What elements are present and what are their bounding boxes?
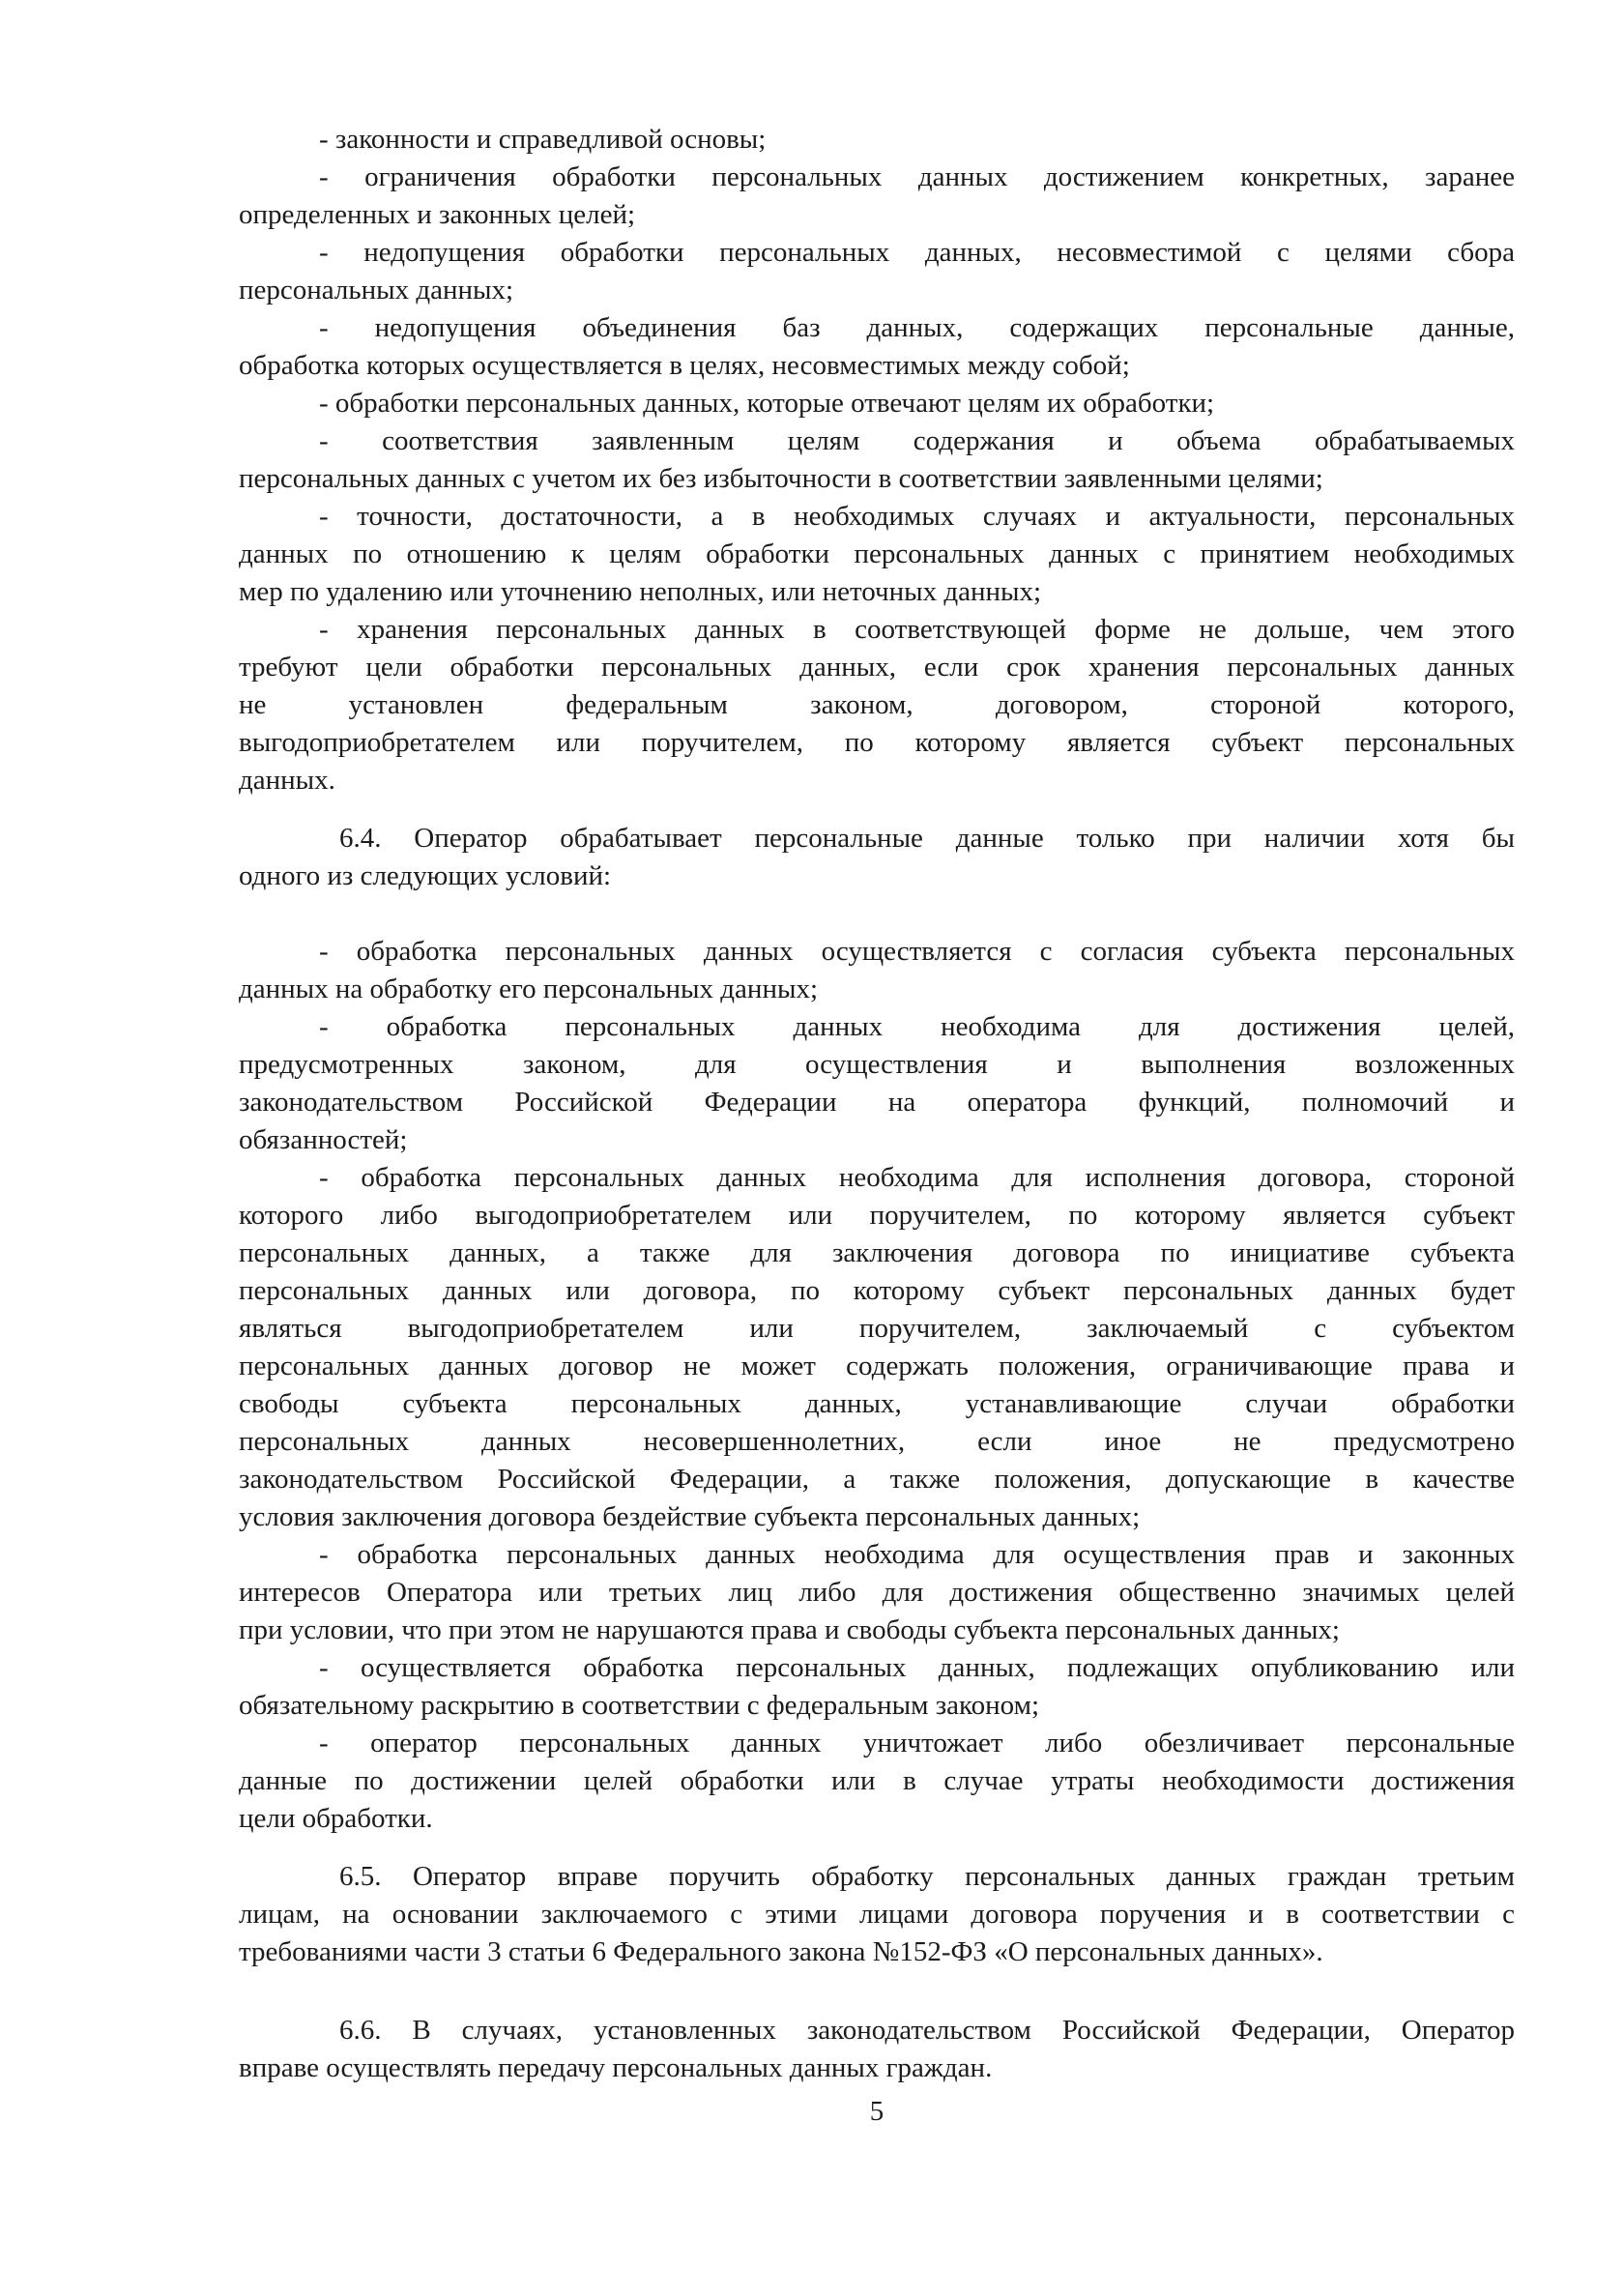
text-line: - обработка персональных данных необходима для осуществления прав и законных (319, 1539, 1515, 1570)
text-line: - законности и справедливой основы; (319, 124, 767, 155)
text-line: требуют цели обработки персональных данных, если срок хранения персональных данных (239, 652, 1515, 683)
text-line: - недопущения обработки персональных данных, несовместимой с целями сбора (319, 237, 1515, 268)
text-line: персональных данных с учетом их без избыточности в соответствии заявленными целями; (239, 463, 1323, 494)
text-line: при условии, что при этом не нарушаются права и свободы субъекта персональных данных; (239, 1614, 1340, 1645)
list-item (239, 1649, 1515, 1725)
document-page (239, 121, 1515, 2131)
text-line: персональных данных несовершеннолетних, если иное не предусмотрено (239, 1426, 1515, 1457)
text-line: мер по удалению или уточнению неполных, или неточных данных; (239, 576, 1042, 607)
text-line: - ограничения обработки персональных данных достижением конкретных, заранее (319, 161, 1515, 192)
list-item (239, 234, 1515, 309)
text-line: законодательством Российской Федерации, а также положения, допускающие в качестве (239, 1464, 1515, 1495)
text-line: персональных данных; (239, 275, 514, 305)
text-line: данные по достижении целей обработки или в случае утраты необходимости достижения (239, 1765, 1515, 1796)
list-item (239, 121, 1515, 159)
document-body (239, 121, 1515, 2087)
text-line: - недопущения объединения баз данных, содержащих персональные данные, (319, 312, 1515, 343)
text-line: не установлен федеральным законом, договором, стороной которого, (239, 689, 1515, 720)
text-line: обработка которых осуществляется в целях, несовместимых между собой; (239, 350, 1130, 381)
text-line: являться выгодоприобретателем или поручителем, заключаемый с субъектом (239, 1313, 1515, 1344)
text-line: - оператор персональных данных уничтожает либо обезличивает персональные (319, 1728, 1515, 1758)
text-line: обязанностей; (239, 1124, 408, 1155)
text-line: обязательному раскрытию в соответствии с федеральным законом; (239, 1690, 1040, 1721)
list-item (239, 159, 1515, 234)
text-line: одного из следующих условий: (239, 860, 612, 891)
text-line: которого либо выгодоприобретателем или поручителем, по которому является субъект (239, 1200, 1515, 1231)
text-line: лицам, на основании заключаемого с этими лицами договора поручения и в соответствии с (239, 1899, 1515, 1930)
list-item (239, 1536, 1515, 1649)
text-line: определенных и законных целей; (239, 199, 636, 230)
text-line: интересов Оператора или третьих лиц либо для достижения общественно значимых целей (239, 1577, 1515, 1608)
text-line: данных. (239, 765, 335, 796)
text-line: - соответствия заявленным целям содержания и объема обрабатываемых (319, 425, 1515, 456)
text-line: 6.6. В случаях, установленных законодательством Российской Федерации, Оператор (339, 2015, 1515, 2046)
text-line: персональных данных договор не может содержать положения, ограничивающие права и (239, 1351, 1515, 1381)
text-line: требованиями части 3 статьи 6 Федерального закона №152-ФЗ «О персональных данных». (239, 1936, 1323, 1967)
list-item (239, 309, 1515, 385)
text-line: 6.4. Оператор обрабатывает персональные данные только при наличии хотя бы (339, 823, 1515, 854)
text-line: данных на обработку его персональных данных; (239, 974, 819, 1004)
text-line: - хранения персональных данных в соответствующей форме не дольше, чем этого (319, 614, 1515, 645)
text-line: свободы субъекта персональных данных, устанавливающие случаи обработки (239, 1388, 1515, 1419)
text-line: - осуществляется обработка персональных данных, подлежащих опубликованию или (319, 1652, 1515, 1683)
text-line: 6.5. Оператор вправе поручить обработку персональных данных граждан третьим (339, 1861, 1515, 1892)
text-line: вправе осуществлять передачу персональных данных граждан. (239, 2052, 993, 2083)
text-line: условия заключения договора бездействие субъекта персональных данных; (239, 1501, 1141, 1532)
text-line: - обработка персональных данных необходима для достижения целей, (319, 1011, 1515, 1042)
list-item (239, 1725, 1515, 1838)
text-line: цели обработки. (239, 1803, 433, 1834)
text-line: предусмотренных законом, для осуществления и выполнения возложенных (239, 1049, 1515, 1080)
text-line: - обработка персональных данных осуществляется с согласия субъекта персональных (319, 936, 1515, 967)
text-line: выгодоприобретателем или поручителем, по которому является субъект персональных (239, 727, 1515, 758)
numbered-paragraph (239, 1858, 1515, 1971)
text-line: - обработка персональных данных необходима для исполнения договора, стороной (319, 1162, 1515, 1193)
numbered-paragraph (239, 2012, 1515, 2087)
numbered-paragraph (239, 820, 1515, 895)
list-item (239, 498, 1515, 611)
list-item (239, 1008, 1515, 1159)
list-item (239, 385, 1515, 422)
list-item (239, 611, 1515, 799)
text-line: законодательством Российской Федерации на оператора функций, полномочий и (239, 1087, 1515, 1118)
page-number: 5 (869, 2096, 884, 2127)
list-item (239, 422, 1515, 498)
text-line: - точности, достаточности, а в необходимых случаях и актуальности, персональных (319, 501, 1515, 532)
list-item (239, 1159, 1515, 1536)
text-line: персональных данных, а также для заключения договора по инициативе субъекта (239, 1237, 1515, 1268)
text-line: данных по отношению к целям обработки персональных данных с принятием необходимых (239, 538, 1515, 569)
text-line: персональных данных или договора, по которому субъект персональных данных будет (239, 1275, 1515, 1306)
text-line: - обработки персональных данных, которые отвечают целям их обработки; (319, 388, 1215, 419)
list-item (239, 933, 1515, 1008)
